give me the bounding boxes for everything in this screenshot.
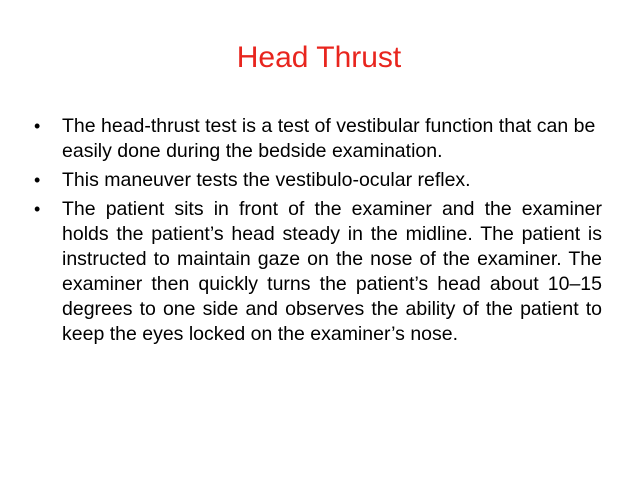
bullet-item-2 <box>34 168 602 193</box>
bullet-text-2: This maneuver tests the vestibulo-ocular reflex. <box>62 169 471 191</box>
bullet-item-1 <box>34 114 602 164</box>
bullet-item-3 <box>34 197 602 347</box>
bullet-text-1: The head-thrust test is a test of vestibular function that can be easily done during the bedside examination. <box>62 115 596 162</box>
bullet-text-3: The patient sits in front of the examiner and the examiner holds the patient’s head steady in the midline. The patient is instructed to maintain gaze on the nose of the examiner. The examiner then quickly turns the patient’s head about 10–15 degrees to one side and observes the ability of the patient to keep the eyes locked on the examiner’s nose. <box>62 198 602 345</box>
bullet-dot-icon: • <box>34 170 41 190</box>
bullet-dot-icon: • <box>34 116 41 136</box>
bullet-dot-icon: • <box>34 199 41 219</box>
slide-title: Head Thrust <box>236 41 402 74</box>
bullet-list <box>34 114 602 351</box>
